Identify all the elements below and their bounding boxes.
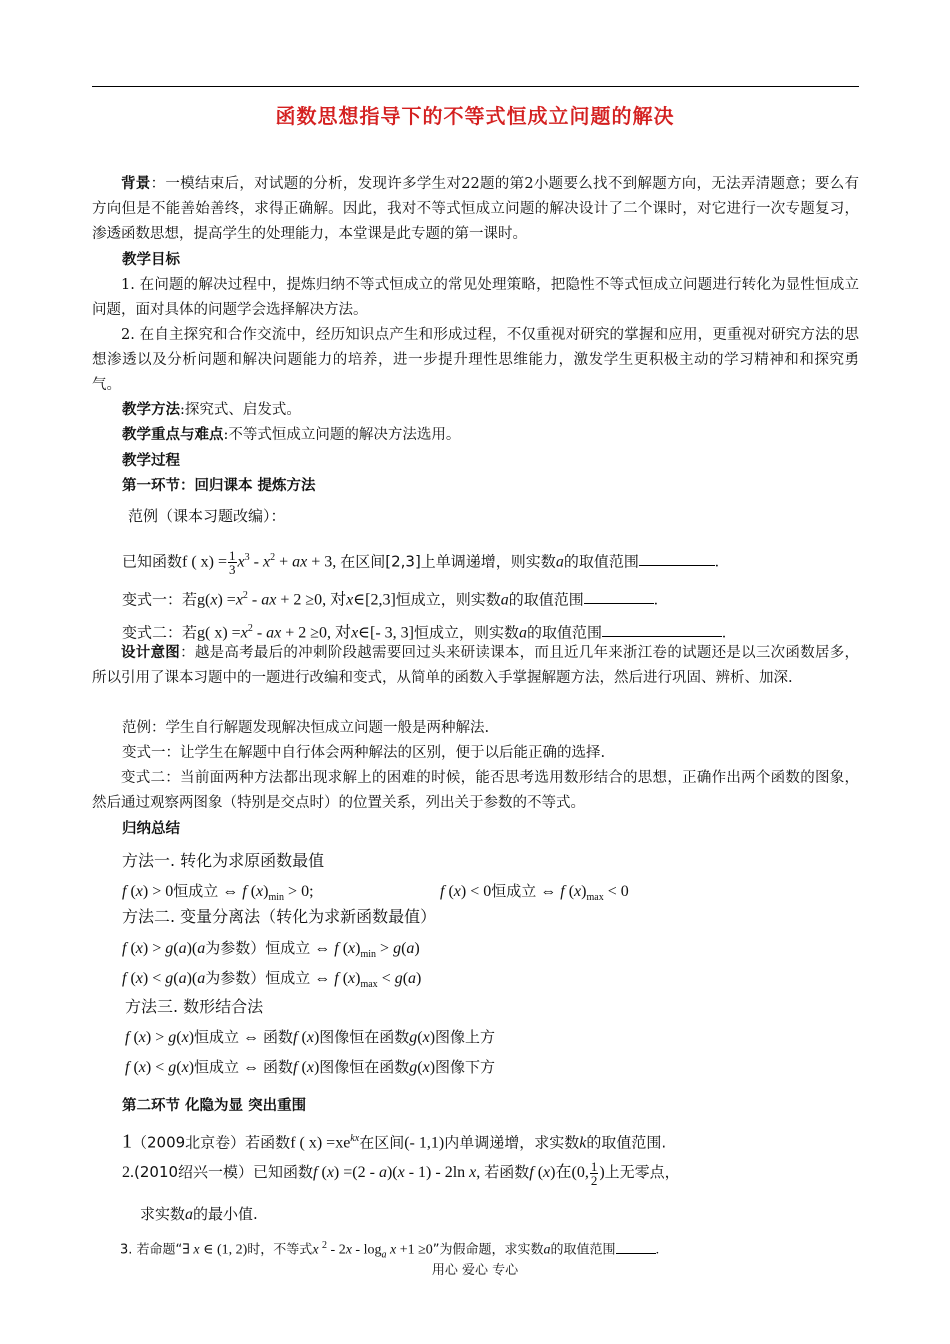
method-2-formula-a: f (x) > g(a)(a为参数）恒成立 ⇔ f $(x)_{min} > g(a)$: [122, 939, 420, 961]
example-label: 范例（课本习题改编）：: [128, 507, 286, 525]
background-label: 背景: [121, 176, 151, 192]
goals-heading: 教学目标: [122, 252, 180, 268]
background-paragraph: [92, 172, 859, 247]
method-1-formula-a: f (x) > 0恒成立 ⇔ f $(x)_{min} > 0$;: [122, 882, 314, 904]
fraction-one-third: $\frac{1}{3}$: [229, 548, 236, 578]
q3-text-a: 3. 若命题“: [120, 1242, 183, 1258]
method-3-formula-a: f (x) > g(x)恒成立 ⇔ 函数f (x)图像恒在函数g(x)图像上方: [125, 1028, 496, 1046]
v1-text-a: 变式一：若: [122, 590, 198, 609]
hc-text: 恒成立: [194, 1058, 240, 1076]
variant-1: 变式一：若$g(x) =x^2$ - ax + 2 ≥0, 对x∈[2,3]恒成立，则实数a的取值范围 .: [122, 590, 658, 609]
fn-text: 函数: [263, 1058, 294, 1076]
intent-paragraph: [92, 641, 859, 691]
keypoints-label: 教学重点与难点: [122, 427, 224, 443]
goal-item-1: 1. 在问题的解决过程中，提炼归纳不等式恒成立的常见处理策略，把隐性不等式恒成立问题进行转化为显性恒成立问题，面对具体的问题学会选择解决方法。: [92, 277, 859, 318]
section1-heading: 第一环节：回归课本 提炼方法: [122, 478, 316, 494]
q3-text-c: ”为假命题，求实数: [432, 1242, 544, 1258]
method-1-formula-b: f (x) < 0恒成立 ⇔ f $(x)_{max} < 0$: [440, 882, 629, 904]
header-rule: [92, 86, 859, 87]
process-heading: 教学过程: [122, 453, 180, 469]
hc-text: 恒成立: [194, 1028, 240, 1046]
q3-text-d: 的取值范围: [550, 1242, 616, 1258]
answer-blank: [584, 589, 654, 604]
method-2: 方法二. 变量分离法（转化为求新函数最值）: [122, 907, 437, 926]
summary-heading: 归纳总结: [122, 821, 180, 837]
method-2-formula-b: f (x) < g(a)(a为参数）恒成立 ⇔ f $(x)_{max} < g(a)$: [122, 969, 422, 991]
intent-text: ：越是高考最后的冲刺阶段越需要回过头来研读课本，而且近几年来浙江卷的试题还是以三次函数居多，所以引用了课本习题中的一题进行改编和变式，从简单的函数入手掌握解题方法，然后进行巩固、辨析、加深.: [92, 645, 859, 686]
q2-text-c: 上无零点，: [604, 1163, 680, 1182]
v2-text-a: 变式二：若: [122, 623, 198, 642]
param-text: 为参数）恒成立: [205, 969, 311, 987]
section2-heading: 第二环节 化隐为显 突出重围: [122, 1098, 307, 1114]
methods-text: :探究式、启发式。: [180, 402, 301, 418]
q2-text-b: 若函数: [484, 1163, 530, 1182]
img-up-text: 图像上方: [435, 1028, 496, 1046]
q1-text-c: 内单调递增，求实数: [444, 1133, 580, 1152]
ex-text-c: 的取值范围: [563, 552, 639, 571]
teaching-methods: [122, 398, 301, 423]
fn-text: 函数: [263, 1028, 294, 1046]
v2-text-b: 恒成立，则实数: [414, 623, 520, 642]
q2-text-e: 的最小值.: [193, 1205, 258, 1223]
answer-blank: [616, 1239, 656, 1254]
param-text: 为参数）恒成立: [205, 939, 311, 957]
answer-blank: [602, 622, 722, 637]
page-title: 函数思想指导下的不等式恒成立问题的解决: [275, 104, 675, 128]
problem-2-cont: 求实数a的最小值.: [140, 1205, 258, 1223]
q3-text-b: 时，不等式: [247, 1242, 313, 1258]
fraction-one-half: $\frac{1}{2}$: [590, 1159, 598, 1188]
problem-2: 2.(2010绍兴一模）已知函数f (x) =(2 - a)(x - 1) - 2ln x, 若函数f (x)在(0, $\frac{1}{2}$ )上无零点，: [122, 1159, 680, 1188]
key-points: [122, 423, 460, 448]
ex-text-a: 已知函数: [122, 552, 183, 571]
intent-line-1: 范例：学生自行解题发现解决恒成立问题一般是两种解法.: [122, 720, 490, 736]
q1-text-b: 在区间: [359, 1133, 405, 1152]
problem-1: 1（2009北京卷）若函数f ( $x) =xe^{kx}$在区间(- 1,1)内单调递增，求实数k的取值范围.: [122, 1130, 667, 1153]
hc-text: 恒成立: [491, 882, 537, 900]
method-3: 方法三. 数形结合法: [125, 997, 264, 1016]
v2-text-c: 的取值范围: [527, 623, 603, 642]
q1-text-a: （2009北京卷）若函数: [132, 1133, 291, 1152]
v1-text-b: 恒成立，则实数: [395, 590, 501, 609]
variant-2: 变式二：若g( $x) =x^2$ - ax + 2 ≥0, 对x∈[- 3, 3]恒成立，则实数a的取值范围 .: [122, 623, 727, 642]
goal-item-2: 2. 在自主探究和合作交流中，经历知识点产生和形成过程，不仅重视对研究的掌握和应用，更重视对研究方法的思想渗透以及分析问题和解决问题能力的培养，进一步提升理性思维能力，激发学生更积极主动的学习精神和和探究勇气。: [92, 327, 859, 393]
hc-text: 恒成立: [173, 882, 219, 900]
intent-line-3: 变式二：当前面两种方法都出现求解上的困难的时候，能否思考选用数形结合的思想，正确作出两个函数的图象，然后通过观察两图象（特别是交点时）的位置关系，列出关于参数的不等式。: [92, 770, 859, 811]
page-footer: 用心 爱心 专心: [431, 1263, 519, 1278]
intent-label: 设计意图: [121, 645, 181, 661]
above-text: 图像恒在函数: [319, 1058, 410, 1076]
img-down-text: 图像下方: [435, 1058, 496, 1076]
keypoints-text: :不等式恒成立问题的解决方法选用。: [223, 427, 461, 443]
method-1: 方法一. 转化为求原函数最值: [122, 851, 325, 870]
answer-blank: [639, 551, 715, 566]
v1-text-c: 的取值范围: [508, 590, 584, 609]
method-3-formula-b: f (x) < g(x)恒成立 ⇔ 函数f (x)图像恒在函数g(x)图像下方: [125, 1058, 496, 1076]
background-text: ：一模结束后，对试题的分析，发现许多学生对22题的第2小题要么找不到解题方向，无法弄清题意；要么有方向但是不能善始善终，求得正确解。因此，我对不等式恒成立问题的解决设计了二个课时，对它进行一次专题复习，渗透函数思想，提高学生的处理能力，本堂课是此专题的第一课时。: [92, 176, 860, 242]
ex-text-b: 在区间[2,3]上单调递增，则实数: [340, 552, 556, 571]
intent-line-2: 变式一：让学生在解题中自行体会两种解法的区别，便于以后能正确的选择.: [122, 745, 606, 761]
q2-text-d: 求实数: [140, 1205, 186, 1223]
q1-text-d: 的取值范围.: [586, 1133, 667, 1152]
methods-label: 教学方法: [122, 402, 180, 418]
problem-3: 3. 若命题“∃ x ∈ (1, 2)时，不等式x $^2 - 2x - \log_a x +1 \ge 0$”为假命题，求实数a的取值范围 .: [120, 1240, 660, 1261]
example-problem: 已知函数f ( x) = $\frac{1}{3}$ $x^3 - x^2$ + ax + 3, 在区间[2,3]上单调递增，则实数a的取值范围 .: [122, 548, 719, 578]
above-text: 图像恒在函数: [319, 1028, 410, 1046]
q2-text-a: (2010绍兴一模）已知函数: [134, 1163, 314, 1182]
